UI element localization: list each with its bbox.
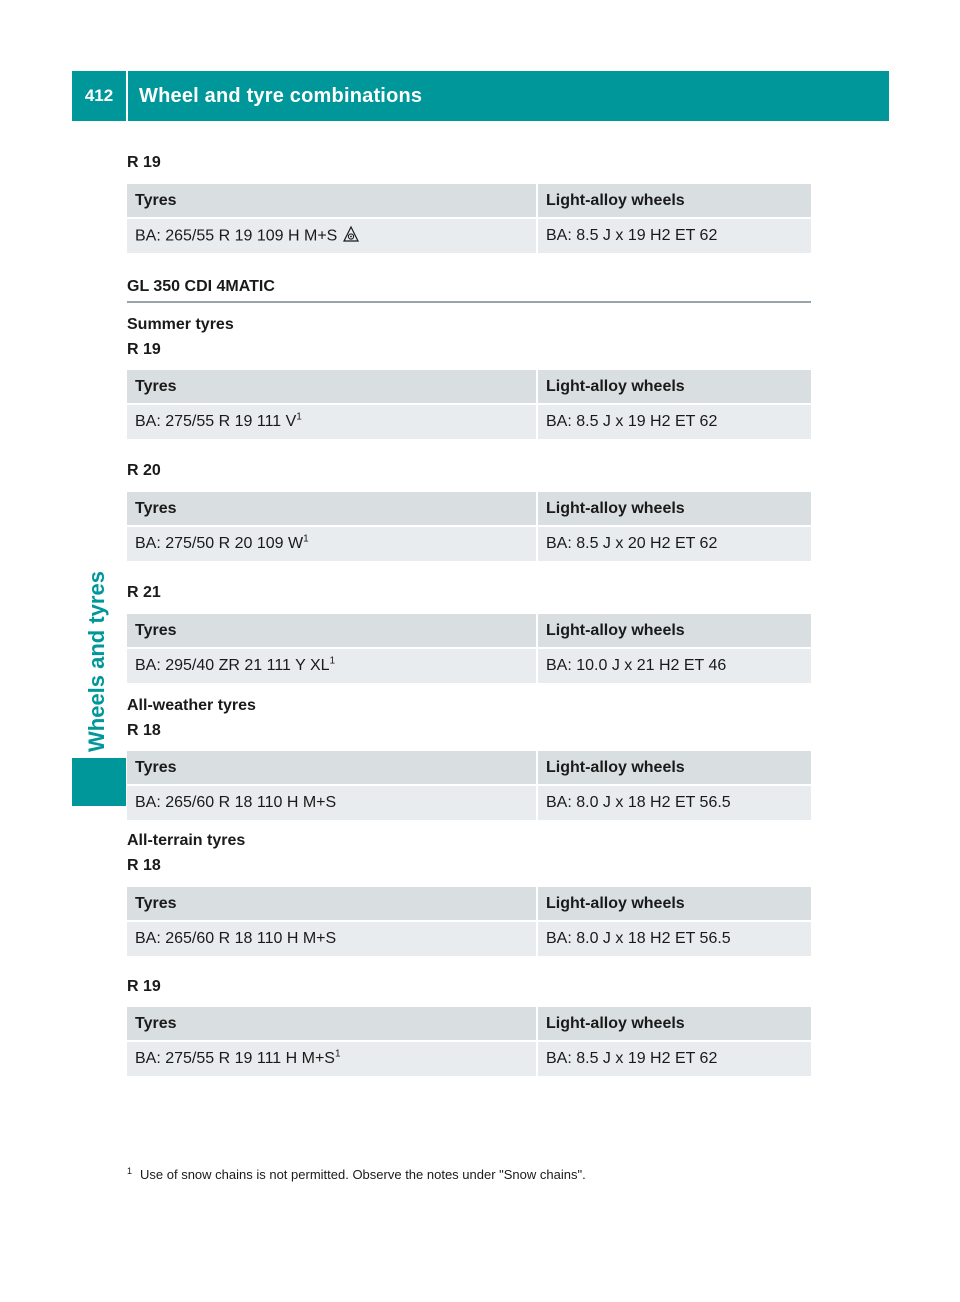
table-header-row [127,614,811,648]
table-header-row [127,492,811,526]
table-row [127,648,811,683]
rim-size-label: R 21 [127,584,161,601]
column-header-wheels: Light-alloy wheels [537,492,811,526]
rim-size-label: R 18 [127,857,161,874]
snow-chain-icon [343,226,359,247]
column-header-wheels: Light-alloy wheels [537,751,811,785]
page-number: 412 [84,86,114,105]
column-header-tyres: Tyres [127,1007,537,1041]
tyre-category-label: Summer tyres [127,316,234,333]
tyre-cell [127,404,537,439]
tyre-cell: BA: 265/60 R 18 110 H M+S [127,921,537,956]
tyre-table [127,887,811,956]
rim-size-label: R 19 [127,978,161,995]
header-divider [126,71,128,121]
table-row [127,404,811,439]
footnote-marker: 1 [303,533,309,545]
tyre-cell: BA: 265/60 R 18 110 H M+S [127,785,537,820]
wheel-cell: BA: 8.5 J x 19 H2 ET 62 [537,218,811,253]
rim-size-label: R 19 [127,341,161,358]
tyre-spec: BA: 275/55 R 19 111 H M+S [135,1050,335,1067]
column-header-wheels: Light-alloy wheels [537,1007,811,1041]
wheel-cell: BA: 8.5 J x 19 H2 ET 62 [537,404,811,439]
table-row [127,785,811,820]
table-header-row [127,370,811,404]
footnote-text: Use of snow chains is not permitted. Observe the notes under "Snow chains". [140,1167,586,1182]
page-title: Wheel and tyre combinations [139,84,423,107]
rim-size-label: R 20 [127,462,161,479]
footnote-marker: 1 [329,655,336,667]
tyre-spec: BA: 275/55 R 19 111 V [135,413,297,430]
tyre-table [127,614,811,683]
wheel-cell: BA: 8.0 J x 18 H2 ET 56.5 [537,921,811,956]
rim-size-label: R 18 [127,722,161,739]
tyre-cell [127,526,537,561]
column-header-tyres: Tyres [127,887,537,921]
table-header-row [127,184,811,218]
table-row [127,218,811,253]
column-header-wheels: Light-alloy wheels [537,184,811,218]
footnote-number: 1 [127,1165,133,1176]
column-header-tyres: Tyres [127,751,537,785]
column-header-tyres: Tyres [127,370,537,404]
tyre-category-label: All-weather tyres [127,697,256,714]
tyre-cell [127,1041,537,1076]
tyre-cell [127,218,537,253]
side-tab-label: Wheels and tyres [84,571,109,752]
wheel-cell: BA: 8.0 J x 18 H2 ET 56.5 [537,785,811,820]
tyre-cell [127,648,537,683]
column-header-tyres: Tyres [127,614,537,648]
tyre-table [127,370,811,439]
wheel-cell: BA: 8.5 J x 19 H2 ET 62 [537,1041,811,1076]
side-tab-marker [72,758,126,806]
column-header-wheels: Light-alloy wheels [537,370,811,404]
column-header-tyres: Tyres [127,492,537,526]
table-header-row [127,1007,811,1041]
tyre-table [127,492,811,561]
footnote [127,1167,586,1182]
rim-size-label: R 19 [127,154,161,171]
tyre-table [127,184,811,253]
table-row [127,1041,811,1076]
footnote-marker: 1 [296,411,302,423]
model-heading: GL 350 CDI 4MATIC [127,278,811,303]
tyre-table [127,751,811,820]
table-row [127,921,811,956]
footnote-marker: 1 [334,1048,341,1060]
table-header-row [127,751,811,785]
tyre-table [127,1007,811,1076]
tyre-spec: BA: 275/50 R 20 109 W [135,535,304,552]
table-row [127,526,811,561]
tyre-spec: BA: 295/40 ZR 21 111 Y XL [135,657,330,674]
page-header [72,71,889,121]
column-header-wheels: Light-alloy wheels [537,887,811,921]
wheel-cell: BA: 8.5 J x 20 H2 ET 62 [537,526,811,561]
tyre-spec: BA: 265/55 R 19 109 H M+S [135,227,338,245]
column-header-wheels: Light-alloy wheels [537,614,811,648]
wheel-cell: BA: 10.0 J x 21 H2 ET 46 [537,648,811,683]
column-header-tyres: Tyres [127,184,537,218]
tyre-category-label: All-terrain tyres [127,832,246,849]
table-header-row [127,887,811,921]
